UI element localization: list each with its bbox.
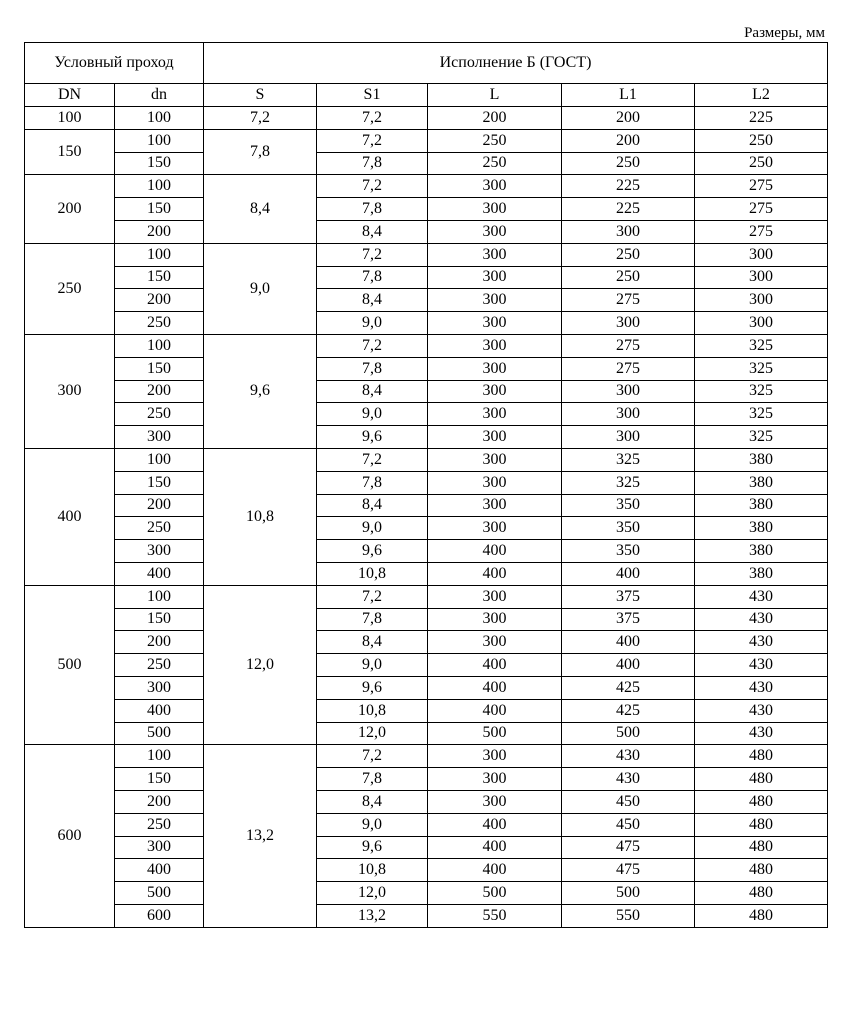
- cell-S: 9,6: [204, 334, 317, 448]
- cell-L2: 480: [695, 745, 828, 768]
- table-row: [25, 836, 828, 859]
- cell-L: 300: [428, 220, 562, 243]
- cell-L1: 350: [562, 494, 695, 517]
- cell-L: 200: [428, 107, 562, 130]
- table-row: [25, 790, 828, 813]
- cell-S1: 9,6: [317, 426, 428, 449]
- table-row: [25, 494, 828, 517]
- cell-dn: 500: [115, 722, 204, 745]
- cell-L: 300: [428, 403, 562, 426]
- cell-L: 500: [428, 882, 562, 905]
- cell-dn: 250: [115, 403, 204, 426]
- cell-dn: 200: [115, 220, 204, 243]
- cell-S1: 10,8: [317, 859, 428, 882]
- cell-L: 400: [428, 562, 562, 585]
- cell-DN: 400: [25, 448, 115, 585]
- cell-dn: 150: [115, 152, 204, 175]
- cell-DN: 100: [25, 107, 115, 130]
- cell-L: 300: [428, 175, 562, 198]
- table-row: [25, 768, 828, 791]
- cell-L: 400: [428, 699, 562, 722]
- table-row: [25, 540, 828, 563]
- cell-S1: 7,8: [317, 198, 428, 221]
- table-row: [25, 608, 828, 631]
- cell-DN: 250: [25, 243, 115, 334]
- cell-S1: 9,6: [317, 836, 428, 859]
- table-row: [25, 266, 828, 289]
- cell-dn: 150: [115, 198, 204, 221]
- table-row: [25, 745, 828, 768]
- cell-L1: 450: [562, 813, 695, 836]
- cell-L2: 430: [695, 676, 828, 699]
- cell-S1: 8,4: [317, 380, 428, 403]
- cell-dn: 150: [115, 608, 204, 631]
- cell-S1: 8,4: [317, 494, 428, 517]
- cell-L: 300: [428, 266, 562, 289]
- cell-dn: 100: [115, 334, 204, 357]
- cell-L2: 325: [695, 334, 828, 357]
- column-header-S1: S1: [317, 84, 428, 107]
- cell-L1: 430: [562, 745, 695, 768]
- cell-L1: 200: [562, 129, 695, 152]
- table-row: [25, 882, 828, 905]
- cell-L1: 425: [562, 676, 695, 699]
- cell-L: 300: [428, 494, 562, 517]
- cell-L2: 380: [695, 494, 828, 517]
- table-row: [25, 403, 828, 426]
- cell-S1: 12,0: [317, 882, 428, 905]
- cell-L2: 300: [695, 312, 828, 335]
- cell-L1: 275: [562, 357, 695, 380]
- cell-S: 9,0: [204, 243, 317, 334]
- table-row: [25, 676, 828, 699]
- cell-S1: 7,2: [317, 334, 428, 357]
- column-header-DN: DN: [25, 84, 115, 107]
- cell-S1: 7,2: [317, 243, 428, 266]
- cell-DN: 150: [25, 129, 115, 175]
- table-row: [25, 129, 828, 152]
- cell-L2: 480: [695, 768, 828, 791]
- cell-L: 300: [428, 471, 562, 494]
- cell-dn: 100: [115, 745, 204, 768]
- cell-L2: 275: [695, 220, 828, 243]
- cell-L: 400: [428, 540, 562, 563]
- cell-S: 10,8: [204, 448, 317, 585]
- header-row-columns: [25, 84, 828, 107]
- cell-L: 400: [428, 654, 562, 677]
- cell-L2: 300: [695, 243, 828, 266]
- units-label: Размеры, мм: [744, 25, 825, 41]
- cell-dn: 250: [115, 312, 204, 335]
- cell-L2: 480: [695, 859, 828, 882]
- cell-S1: 7,2: [317, 745, 428, 768]
- cell-S1: 9,0: [317, 403, 428, 426]
- cell-L2: 325: [695, 403, 828, 426]
- column-header-S: S: [204, 84, 317, 107]
- table-row: [25, 152, 828, 175]
- cell-L2: 250: [695, 152, 828, 175]
- cell-dn: 200: [115, 790, 204, 813]
- column-header-L2: L2: [695, 84, 828, 107]
- cell-L2: 480: [695, 836, 828, 859]
- table-row: [25, 243, 828, 266]
- cell-dn: 100: [115, 129, 204, 152]
- cell-S1: 8,4: [317, 631, 428, 654]
- table-row: [25, 859, 828, 882]
- cell-L: 300: [428, 790, 562, 813]
- cell-dn: 200: [115, 380, 204, 403]
- cell-L1: 250: [562, 243, 695, 266]
- cell-dn: 250: [115, 517, 204, 540]
- cell-L2: 430: [695, 699, 828, 722]
- cell-dn: 150: [115, 357, 204, 380]
- cell-L2: 250: [695, 129, 828, 152]
- cell-L2: 380: [695, 540, 828, 563]
- cell-dn: 200: [115, 494, 204, 517]
- table-row: [25, 380, 828, 403]
- cell-dn: 400: [115, 562, 204, 585]
- cell-L1: 550: [562, 904, 695, 927]
- cell-L1: 500: [562, 882, 695, 905]
- cell-L1: 400: [562, 631, 695, 654]
- cell-L2: 380: [695, 562, 828, 585]
- cell-L1: 300: [562, 380, 695, 403]
- cell-S1: 10,8: [317, 562, 428, 585]
- cell-L: 400: [428, 859, 562, 882]
- cell-dn: 100: [115, 448, 204, 471]
- cell-S1: 7,2: [317, 175, 428, 198]
- cell-L: 250: [428, 129, 562, 152]
- cell-L1: 250: [562, 266, 695, 289]
- cell-L2: 300: [695, 289, 828, 312]
- cell-DN: 200: [25, 175, 115, 243]
- cell-L2: 380: [695, 471, 828, 494]
- cell-S1: 7,8: [317, 768, 428, 791]
- cell-L: 300: [428, 426, 562, 449]
- cell-L: 300: [428, 585, 562, 608]
- cell-L2: 480: [695, 813, 828, 836]
- cell-DN: 300: [25, 334, 115, 448]
- cell-L2: 380: [695, 448, 828, 471]
- cell-L: 300: [428, 312, 562, 335]
- cell-L1: 200: [562, 107, 695, 130]
- cell-L: 300: [428, 448, 562, 471]
- table-row: [25, 517, 828, 540]
- cell-L: 400: [428, 813, 562, 836]
- cell-L: 300: [428, 745, 562, 768]
- cell-L2: 275: [695, 198, 828, 221]
- column-header-L: L: [428, 84, 562, 107]
- cell-L: 400: [428, 836, 562, 859]
- cell-dn: 250: [115, 813, 204, 836]
- cell-L2: 380: [695, 517, 828, 540]
- dimensions-table: [24, 42, 828, 928]
- table-row: [25, 699, 828, 722]
- cell-L2: 325: [695, 357, 828, 380]
- cell-L1: 275: [562, 334, 695, 357]
- cell-L1: 300: [562, 426, 695, 449]
- cell-L: 300: [428, 357, 562, 380]
- cell-dn: 250: [115, 654, 204, 677]
- cell-dn: 100: [115, 107, 204, 130]
- cell-S1: 7,8: [317, 357, 428, 380]
- cell-dn: 300: [115, 540, 204, 563]
- cell-L2: 480: [695, 790, 828, 813]
- cell-L1: 325: [562, 471, 695, 494]
- table-row: [25, 289, 828, 312]
- document: [24, 24, 827, 928]
- cell-L1: 400: [562, 654, 695, 677]
- cell-S1: 7,8: [317, 471, 428, 494]
- cell-L: 500: [428, 722, 562, 745]
- table-row: [25, 904, 828, 927]
- cell-S1: 7,2: [317, 585, 428, 608]
- cell-dn: 150: [115, 266, 204, 289]
- cell-L: 300: [428, 198, 562, 221]
- cell-L2: 430: [695, 654, 828, 677]
- cell-L1: 425: [562, 699, 695, 722]
- cell-DN: 600: [25, 745, 115, 927]
- cell-L2: 430: [695, 608, 828, 631]
- cell-L1: 500: [562, 722, 695, 745]
- cell-dn: 400: [115, 859, 204, 882]
- column-header-dn: dn: [115, 84, 204, 107]
- cell-S1: 9,6: [317, 676, 428, 699]
- cell-L2: 430: [695, 722, 828, 745]
- table-row: [25, 357, 828, 380]
- header-version-b: Исполнение Б (ГОСТ): [204, 43, 828, 84]
- cell-S1: 9,6: [317, 540, 428, 563]
- cell-DN: 500: [25, 585, 115, 745]
- table-row: [25, 471, 828, 494]
- table-row: [25, 220, 828, 243]
- table-row: [25, 813, 828, 836]
- cell-L1: 375: [562, 585, 695, 608]
- cell-L1: 475: [562, 859, 695, 882]
- cell-S1: 9,0: [317, 517, 428, 540]
- cell-S: 7,2: [204, 107, 317, 130]
- cell-dn: 200: [115, 289, 204, 312]
- cell-S1: 9,0: [317, 312, 428, 335]
- cell-dn: 100: [115, 585, 204, 608]
- cell-L: 300: [428, 517, 562, 540]
- cell-dn: 150: [115, 471, 204, 494]
- cell-L1: 300: [562, 220, 695, 243]
- table-row: [25, 426, 828, 449]
- table-row: [25, 562, 828, 585]
- column-header-L1: L1: [562, 84, 695, 107]
- cell-dn: 300: [115, 676, 204, 699]
- cell-dn: 300: [115, 426, 204, 449]
- table-body: [25, 107, 828, 928]
- cell-L: 300: [428, 768, 562, 791]
- cell-L: 300: [428, 334, 562, 357]
- table-row: [25, 722, 828, 745]
- header-nominal-bore: Условный проход: [25, 43, 204, 84]
- cell-dn: 300: [115, 836, 204, 859]
- table-row: [25, 448, 828, 471]
- cell-L: 300: [428, 631, 562, 654]
- cell-S1: 7,2: [317, 448, 428, 471]
- cell-S1: 7,8: [317, 608, 428, 631]
- cell-S: 7,8: [204, 129, 317, 175]
- cell-dn: 150: [115, 768, 204, 791]
- cell-dn: 100: [115, 243, 204, 266]
- cell-dn: 100: [115, 175, 204, 198]
- cell-S: 12,0: [204, 585, 317, 745]
- cell-L2: 225: [695, 107, 828, 130]
- cell-S1: 7,8: [317, 266, 428, 289]
- cell-S1: 9,0: [317, 654, 428, 677]
- table-row: [25, 107, 828, 130]
- cell-L2: 325: [695, 426, 828, 449]
- cell-L2: 300: [695, 266, 828, 289]
- table-row: [25, 654, 828, 677]
- table-row: [25, 631, 828, 654]
- cell-S1: 7,8: [317, 152, 428, 175]
- cell-S1: 13,2: [317, 904, 428, 927]
- cell-S1: 10,8: [317, 699, 428, 722]
- cell-L1: 225: [562, 198, 695, 221]
- table-row: [25, 198, 828, 221]
- cell-L1: 250: [562, 152, 695, 175]
- cell-L1: 450: [562, 790, 695, 813]
- cell-dn: 600: [115, 904, 204, 927]
- cell-L2: 325: [695, 380, 828, 403]
- cell-L2: 430: [695, 585, 828, 608]
- cell-L: 300: [428, 380, 562, 403]
- cell-L1: 375: [562, 608, 695, 631]
- cell-S1: 7,2: [317, 129, 428, 152]
- cell-L2: 275: [695, 175, 828, 198]
- cell-L: 300: [428, 608, 562, 631]
- cell-L1: 350: [562, 517, 695, 540]
- cell-S: 8,4: [204, 175, 317, 243]
- cell-L: 550: [428, 904, 562, 927]
- cell-S1: 8,4: [317, 289, 428, 312]
- cell-L1: 350: [562, 540, 695, 563]
- cell-S1: 7,2: [317, 107, 428, 130]
- cell-dn: 200: [115, 631, 204, 654]
- table-row: [25, 585, 828, 608]
- cell-L1: 275: [562, 289, 695, 312]
- table-row: [25, 312, 828, 335]
- header-row-groups: [25, 43, 828, 84]
- cell-L2: 480: [695, 882, 828, 905]
- cell-L: 250: [428, 152, 562, 175]
- cell-L1: 430: [562, 768, 695, 791]
- cell-L1: 475: [562, 836, 695, 859]
- cell-L1: 325: [562, 448, 695, 471]
- cell-L2: 480: [695, 904, 828, 927]
- cell-L: 400: [428, 676, 562, 699]
- cell-L1: 225: [562, 175, 695, 198]
- cell-S1: 8,4: [317, 220, 428, 243]
- cell-dn: 500: [115, 882, 204, 905]
- cell-S: 13,2: [204, 745, 317, 927]
- table-row: [25, 334, 828, 357]
- cell-L1: 400: [562, 562, 695, 585]
- cell-L2: 430: [695, 631, 828, 654]
- cell-L1: 300: [562, 403, 695, 426]
- cell-L1: 300: [562, 312, 695, 335]
- table-row: [25, 175, 828, 198]
- cell-S1: 8,4: [317, 790, 428, 813]
- cell-L: 300: [428, 243, 562, 266]
- cell-S1: 12,0: [317, 722, 428, 745]
- cell-dn: 400: [115, 699, 204, 722]
- cell-S1: 9,0: [317, 813, 428, 836]
- cell-L: 300: [428, 289, 562, 312]
